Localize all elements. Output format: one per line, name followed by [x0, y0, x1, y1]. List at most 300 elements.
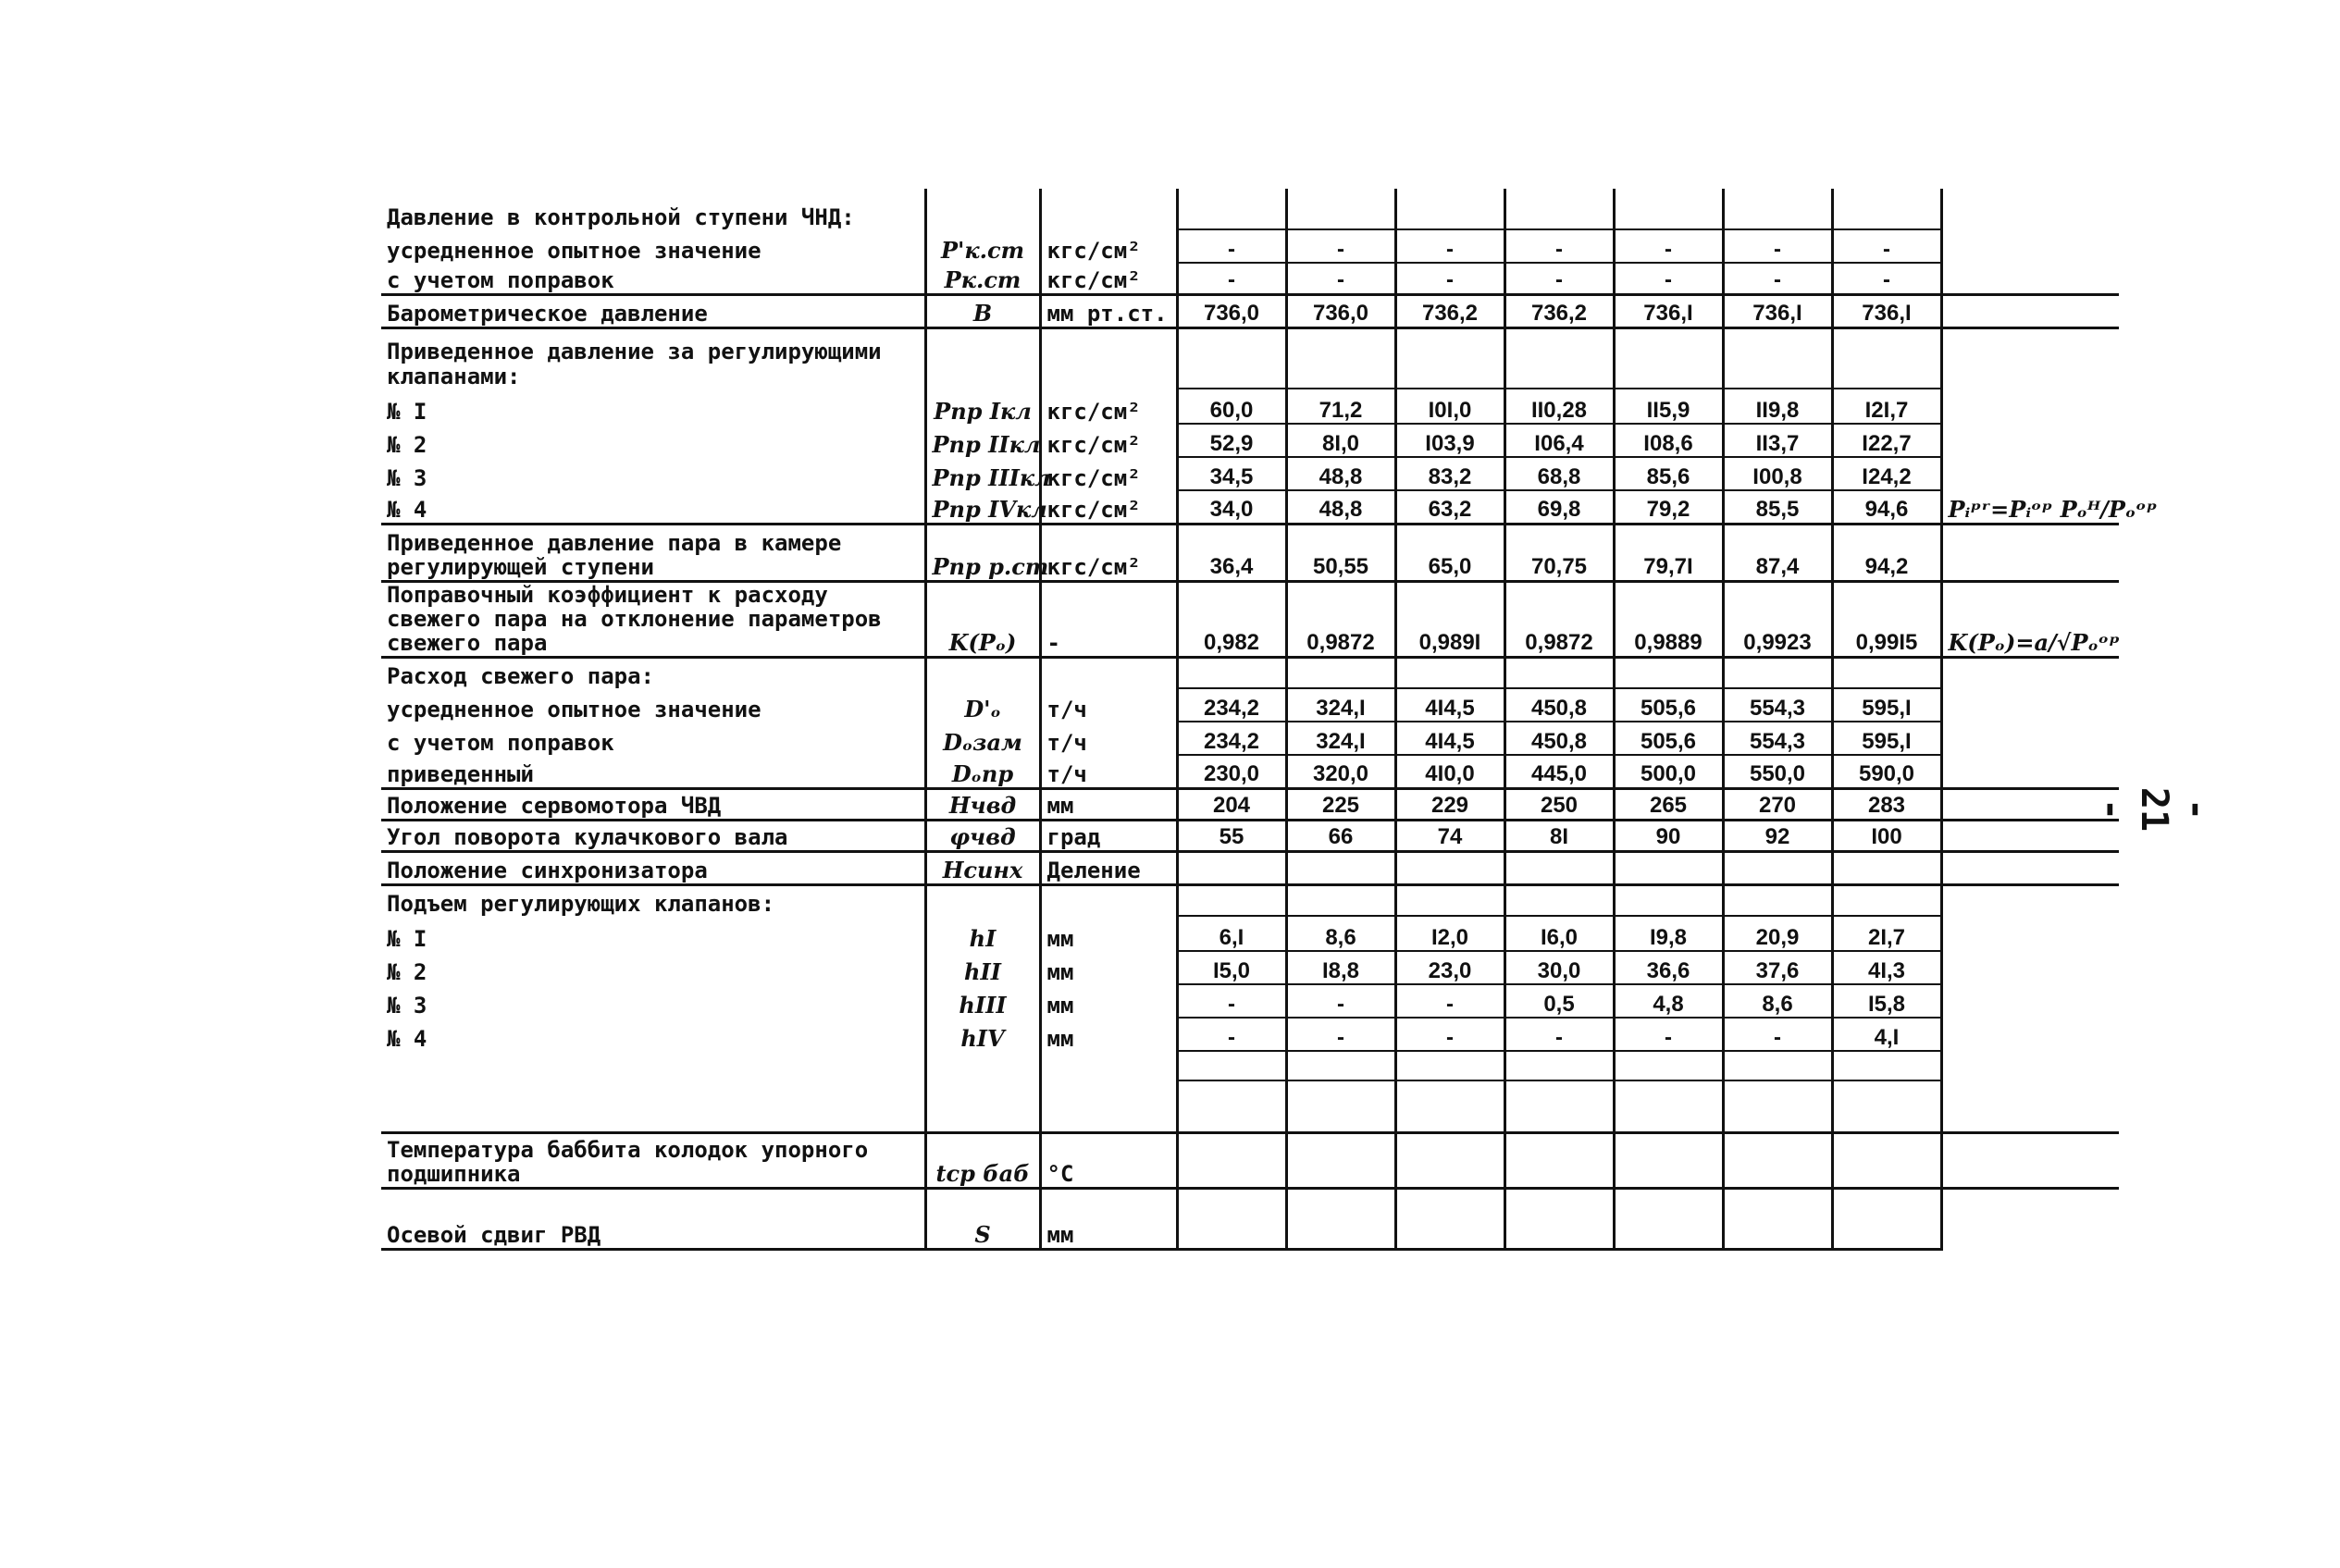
value-cell: - [1614, 1018, 1723, 1051]
value-cell [1177, 1051, 1286, 1080]
value-cell: - [1614, 229, 1723, 263]
row-symbol [925, 1051, 1040, 1080]
formula-cell [1941, 916, 2119, 951]
formula-cell: K(Pₒ)=a/√Pₒᵒᵖ [1941, 581, 2119, 657]
formula-cell [1941, 884, 2119, 916]
value-cell: 8I,0 [1286, 424, 1395, 457]
value-cell [1614, 1080, 1723, 1132]
page-number: - 21 - [2090, 786, 2218, 833]
value-cell: - [1723, 1018, 1832, 1051]
formula-cell [1941, 1018, 2119, 1051]
value-cell: 229 [1395, 788, 1504, 820]
value-cell: 595,I [1832, 688, 1941, 722]
value-cell: 65,0 [1395, 524, 1504, 581]
row-label: № 3 [387, 464, 427, 491]
formula-cell [1941, 820, 2119, 851]
table-row [381, 884, 2119, 916]
value-cell: 283 [1832, 788, 1941, 820]
table-row [381, 294, 2119, 327]
value-cell: II9,8 [1723, 389, 1832, 424]
value-cell: 23,0 [1395, 951, 1504, 984]
value-cell: 79,7I [1614, 524, 1723, 581]
value-cell: 736,I [1832, 294, 1941, 327]
value-cell [1177, 189, 1286, 229]
row-label: Расход свежего пара: [381, 657, 925, 688]
row-symbol: Hчвд [925, 788, 1040, 820]
row-unit: кгс/см² [1040, 424, 1177, 457]
value-cell: 48,8 [1286, 490, 1395, 524]
value-cell: - [1723, 229, 1832, 263]
value-cell: I03,9 [1395, 424, 1504, 457]
row-label: Приведенное давление за регулирующими клапанами: [381, 327, 925, 389]
row-symbol: Pпр IIкл [925, 424, 1040, 457]
row-symbol: Dₒпр [925, 755, 1040, 788]
value-cell: 736,0 [1177, 294, 1286, 327]
row-unit [1040, 1051, 1177, 1080]
value-cell: 36,6 [1614, 951, 1723, 984]
value-cell: I8,8 [1286, 951, 1395, 984]
row-unit: °C [1040, 1132, 1177, 1188]
value-cell [1723, 327, 1832, 389]
table-row [381, 1188, 2119, 1249]
formula-cell [1941, 263, 2119, 294]
value-cell: - [1286, 229, 1395, 263]
value-cell [1614, 1051, 1723, 1080]
value-cell [1723, 851, 1832, 884]
row-label: с учетом поправок [387, 267, 614, 294]
value-cell: - [1286, 1018, 1395, 1051]
row-symbol: Hсинх [925, 851, 1040, 884]
value-cell: 320,0 [1286, 755, 1395, 788]
table-row [381, 788, 2119, 820]
row-label: Поправочный коэффициент к расходу свежего пара на отклонение параметров свежего пара [381, 581, 925, 657]
row-unit: кгс/см² [1040, 524, 1177, 581]
value-cell [1177, 884, 1286, 916]
value-cell: 590,0 [1832, 755, 1941, 788]
value-cell: II0,28 [1504, 389, 1614, 424]
row-label: приведенный [387, 761, 534, 788]
row-symbol: hIV [925, 1018, 1040, 1051]
value-cell: 87,4 [1723, 524, 1832, 581]
table-row [381, 1132, 2119, 1188]
value-cell: - [1504, 263, 1614, 294]
row-label: Угол поворота кулачкового вала [381, 820, 925, 851]
value-cell [1286, 1051, 1395, 1080]
formula-cell [1941, 1080, 2119, 1132]
value-cell [1504, 1188, 1614, 1249]
value-cell [1723, 657, 1832, 688]
row-unit: мм [1040, 1018, 1177, 1051]
row-unit [1040, 884, 1177, 916]
value-cell: - [1832, 263, 1941, 294]
value-cell: 37,6 [1723, 951, 1832, 984]
formula-cell [1941, 657, 2119, 688]
value-cell: 48,8 [1286, 457, 1395, 490]
value-cell [1286, 851, 1395, 884]
value-cell [1832, 1080, 1941, 1132]
value-cell: I5,8 [1832, 984, 1941, 1018]
row-unit: мм [1040, 984, 1177, 1018]
value-cell: 94,2 [1832, 524, 1941, 581]
table-row [381, 688, 2119, 722]
value-cell [1504, 1080, 1614, 1132]
value-cell: 324,I [1286, 722, 1395, 755]
value-cell [1504, 851, 1614, 884]
value-cell: 71,2 [1286, 389, 1395, 424]
value-cell: 4I4,5 [1395, 688, 1504, 722]
value-cell [1395, 1132, 1504, 1188]
value-cell: 60,0 [1177, 389, 1286, 424]
row-unit: Деление [1040, 851, 1177, 884]
row-unit: т/ч [1040, 722, 1177, 755]
value-cell: I6,0 [1504, 916, 1614, 951]
row-unit [1040, 657, 1177, 688]
value-cell: - [1504, 1018, 1614, 1051]
value-cell: 66 [1286, 820, 1395, 851]
value-cell [1177, 1132, 1286, 1188]
table-row [381, 263, 2119, 294]
row-label: Приведенное давление пара в камере регулирующей ступени [381, 524, 925, 581]
value-cell [1723, 189, 1832, 229]
table-row [381, 229, 2119, 263]
row-label [381, 1080, 925, 1132]
value-cell [1614, 1132, 1723, 1188]
value-cell [1832, 327, 1941, 389]
table-row [381, 657, 2119, 688]
value-cell [1286, 327, 1395, 389]
row-unit: град [1040, 820, 1177, 851]
value-cell [1614, 327, 1723, 389]
value-cell: I22,7 [1832, 424, 1941, 457]
value-cell: - [1395, 263, 1504, 294]
row-label: Барометрическое давление [381, 294, 925, 327]
value-cell [1832, 1132, 1941, 1188]
row-symbol: hII [925, 951, 1040, 984]
value-cell: I0I,0 [1395, 389, 1504, 424]
row-label: № 4 [387, 1025, 427, 1052]
value-cell: 90 [1614, 820, 1723, 851]
row-symbol [925, 657, 1040, 688]
value-cell [1723, 1051, 1832, 1080]
value-cell: 85,6 [1614, 457, 1723, 490]
value-cell: 70,75 [1504, 524, 1614, 581]
row-unit: мм [1040, 788, 1177, 820]
formula-cell [1941, 229, 2119, 263]
value-cell: 736,2 [1395, 294, 1504, 327]
row-label: Положение синхронизатора [381, 851, 925, 884]
formula-cell [1941, 1051, 2119, 1080]
table-row [381, 820, 2119, 851]
value-cell: I08,6 [1614, 424, 1723, 457]
value-cell [1832, 884, 1941, 916]
formula-cell [1941, 189, 2119, 229]
value-cell: 0,9872 [1286, 581, 1395, 657]
value-cell: 234,2 [1177, 722, 1286, 755]
value-cell: 450,8 [1504, 722, 1614, 755]
value-cell [1832, 1188, 1941, 1249]
value-cell: - [1614, 263, 1723, 294]
row-symbol [925, 884, 1040, 916]
value-cell: 68,8 [1504, 457, 1614, 490]
value-cell: 6,I [1177, 916, 1286, 951]
value-cell [1395, 189, 1504, 229]
row-unit: кгс/см² [1040, 457, 1177, 490]
row-symbol: B [925, 294, 1040, 327]
value-cell: 0,982 [1177, 581, 1286, 657]
table-row [381, 984, 2119, 1018]
row-symbol: K(Pₒ) [925, 581, 1040, 657]
row-symbol: tср баб [925, 1132, 1040, 1188]
value-cell: 63,2 [1395, 490, 1504, 524]
value-cell: 230,0 [1177, 755, 1286, 788]
row-label: усредненное опытное значение [387, 237, 761, 264]
row-label: № 2 [387, 958, 427, 985]
row-label: Температура баббита колодок упорного подшипника [381, 1132, 925, 1188]
value-cell: 324,I [1286, 688, 1395, 722]
value-cell: 34,5 [1177, 457, 1286, 490]
row-symbol: Dₒзам [925, 722, 1040, 755]
row-unit: кгс/см² [1040, 389, 1177, 424]
value-cell [1177, 327, 1286, 389]
row-unit: кгс/см² [1040, 229, 1177, 263]
row-symbol: D'ₒ [925, 688, 1040, 722]
table-row [381, 851, 2119, 884]
table-row [381, 389, 2119, 424]
formula-cell [1941, 851, 2119, 884]
value-cell [1395, 1080, 1504, 1132]
value-cell: 500,0 [1614, 755, 1723, 788]
value-cell: I24,2 [1832, 457, 1941, 490]
value-cell [1614, 851, 1723, 884]
value-cell: I9,8 [1614, 916, 1723, 951]
value-cell: 0,9889 [1614, 581, 1723, 657]
table-row [381, 424, 2119, 457]
row-unit [1040, 189, 1177, 229]
row-label: № 3 [387, 992, 427, 1019]
formula-cell [1941, 294, 2119, 327]
row-label: Давление в контрольной ступени ЧНД: [387, 204, 855, 230]
row-symbol [925, 327, 1040, 389]
row-label: № 2 [387, 431, 427, 458]
value-cell [1832, 657, 1941, 688]
row-label: усредненное опытное значение [387, 696, 761, 722]
value-cell: 92 [1723, 820, 1832, 851]
value-cell: 736,I [1723, 294, 1832, 327]
value-cell: - [1504, 229, 1614, 263]
row-symbol: Pк.ст [925, 263, 1040, 294]
value-cell [1177, 657, 1286, 688]
value-cell: 4I0,0 [1395, 755, 1504, 788]
formula-cell [1941, 688, 2119, 788]
value-cell: 36,4 [1177, 524, 1286, 581]
value-cell: 83,2 [1395, 457, 1504, 490]
value-cell: - [1177, 263, 1286, 294]
row-symbol: Pпр IIIкл [925, 457, 1040, 490]
value-cell: II3,7 [1723, 424, 1832, 457]
value-cell: I5,0 [1177, 951, 1286, 984]
value-cell: 0,989I [1395, 581, 1504, 657]
value-cell: 0,9923 [1723, 581, 1832, 657]
row-symbol: Pпр р.ст [925, 524, 1040, 581]
value-cell: 0,9872 [1504, 581, 1614, 657]
table-row [381, 581, 2119, 657]
row-label: Осевой сдвиг РВД [381, 1188, 925, 1249]
value-cell [1177, 1188, 1286, 1249]
row-unit: т/ч [1040, 755, 1177, 788]
row-unit: мм [1040, 916, 1177, 951]
value-cell [1504, 884, 1614, 916]
value-cell [1395, 1051, 1504, 1080]
row-symbol: Pпр Iкл [925, 389, 1040, 424]
row-label: № I [387, 925, 427, 952]
row-unit: - [1040, 581, 1177, 657]
value-cell: 736,0 [1286, 294, 1395, 327]
value-cell [1286, 189, 1395, 229]
table-row [381, 916, 2119, 951]
value-cell [1286, 657, 1395, 688]
value-cell: 4,I [1832, 1018, 1941, 1051]
value-cell [1614, 1188, 1723, 1249]
value-cell: I06,4 [1504, 424, 1614, 457]
row-symbol: P'к.ст [925, 229, 1040, 263]
value-cell: 55 [1177, 820, 1286, 851]
value-cell [1832, 851, 1941, 884]
table-row [381, 722, 2119, 755]
value-cell: 79,2 [1614, 490, 1723, 524]
value-cell: 0,99I5 [1832, 581, 1941, 657]
value-cell: 250 [1504, 788, 1614, 820]
value-cell [1395, 327, 1504, 389]
table-row [381, 327, 2119, 389]
value-cell: 450,8 [1504, 688, 1614, 722]
value-cell: 8,6 [1286, 916, 1395, 951]
value-cell [1286, 1080, 1395, 1132]
row-symbol: hI [925, 916, 1040, 951]
row-label: с учетом поправок [387, 729, 614, 756]
value-cell: 74 [1395, 820, 1504, 851]
value-cell [1504, 1132, 1614, 1188]
row-unit [1040, 327, 1177, 389]
table-row [381, 457, 2119, 490]
value-cell: - [1286, 984, 1395, 1018]
value-cell [1723, 1132, 1832, 1188]
value-cell: 505,6 [1614, 688, 1723, 722]
value-cell: - [1723, 263, 1832, 294]
row-label: № 4 [387, 497, 427, 524]
value-cell: 69,8 [1504, 490, 1614, 524]
formula-cell [1941, 524, 2119, 581]
value-cell: 52,9 [1177, 424, 1286, 457]
value-cell [1395, 1188, 1504, 1249]
value-cell: 4I,3 [1832, 951, 1941, 984]
value-cell [1614, 657, 1723, 688]
table-row [381, 755, 2119, 788]
row-label: № I [387, 398, 427, 425]
value-cell [1614, 189, 1723, 229]
value-cell: 550,0 [1723, 755, 1832, 788]
formula-cell: Pᵢᵖʳ=Pᵢᵒᵖ Pₒᴴ/Pₒᵒᵖ [1941, 389, 2119, 524]
row-unit [1040, 1080, 1177, 1132]
value-cell: - [1395, 229, 1504, 263]
value-cell: 8,6 [1723, 984, 1832, 1018]
value-cell [1504, 189, 1614, 229]
value-cell [1723, 1080, 1832, 1132]
value-cell: II5,9 [1614, 389, 1723, 424]
value-cell: 20,9 [1723, 916, 1832, 951]
value-cell: 85,5 [1723, 490, 1832, 524]
value-cell: 736,2 [1504, 294, 1614, 327]
value-cell: 554,3 [1723, 722, 1832, 755]
value-cell: 8I [1504, 820, 1614, 851]
row-unit: мм [1040, 951, 1177, 984]
value-cell [1832, 189, 1941, 229]
value-cell [1395, 884, 1504, 916]
formula-cell [1941, 1132, 2119, 1188]
value-cell: 34,0 [1177, 490, 1286, 524]
value-cell: - [1177, 229, 1286, 263]
value-cell: 595,I [1832, 722, 1941, 755]
value-cell [1286, 1188, 1395, 1249]
row-symbol: S [925, 1188, 1040, 1249]
value-cell [1614, 884, 1723, 916]
formula-cell [1941, 1188, 2119, 1249]
value-cell [1723, 1188, 1832, 1249]
row-symbol: hIII [925, 984, 1040, 1018]
value-cell [1177, 851, 1286, 884]
row-symbol [925, 1080, 1040, 1132]
value-cell: 30,0 [1504, 951, 1614, 984]
value-cell: I2I,7 [1832, 389, 1941, 424]
value-cell: - [1395, 984, 1504, 1018]
value-cell [1286, 1132, 1395, 1188]
formula-cell [1941, 327, 2119, 389]
value-cell: 4,8 [1614, 984, 1723, 1018]
value-cell: 204 [1177, 788, 1286, 820]
row-unit: мм рт.ст. [1040, 294, 1177, 327]
table-row [381, 1080, 2119, 1132]
value-cell: - [1177, 1018, 1286, 1051]
row-symbol: φчвд [925, 820, 1040, 851]
formula-cell [1941, 984, 2119, 1018]
value-cell: - [1395, 1018, 1504, 1051]
row-label: Подъем регулирующих клапанов: [381, 884, 925, 916]
value-cell: 265 [1614, 788, 1723, 820]
value-cell: 554,3 [1723, 688, 1832, 722]
value-cell [1395, 657, 1504, 688]
row-unit: кгс/см² [1040, 490, 1177, 524]
table-row [381, 524, 2119, 581]
table-row [381, 189, 2119, 229]
value-cell [1504, 327, 1614, 389]
row-label [381, 1051, 925, 1080]
value-cell: 225 [1286, 788, 1395, 820]
value-cell: - [1177, 984, 1286, 1018]
row-unit: мм [1040, 1188, 1177, 1249]
value-cell [1504, 657, 1614, 688]
value-cell: - [1832, 229, 1941, 263]
row-symbol [925, 189, 1040, 229]
value-cell: 270 [1723, 788, 1832, 820]
value-cell: 2I,7 [1832, 916, 1941, 951]
formula-cell [1941, 951, 2119, 984]
table-row [381, 951, 2119, 984]
value-cell: - [1286, 263, 1395, 294]
value-cell: 234,2 [1177, 688, 1286, 722]
value-cell [1395, 851, 1504, 884]
value-cell: 445,0 [1504, 755, 1614, 788]
value-cell: I2,0 [1395, 916, 1504, 951]
table-row [381, 1051, 2119, 1080]
